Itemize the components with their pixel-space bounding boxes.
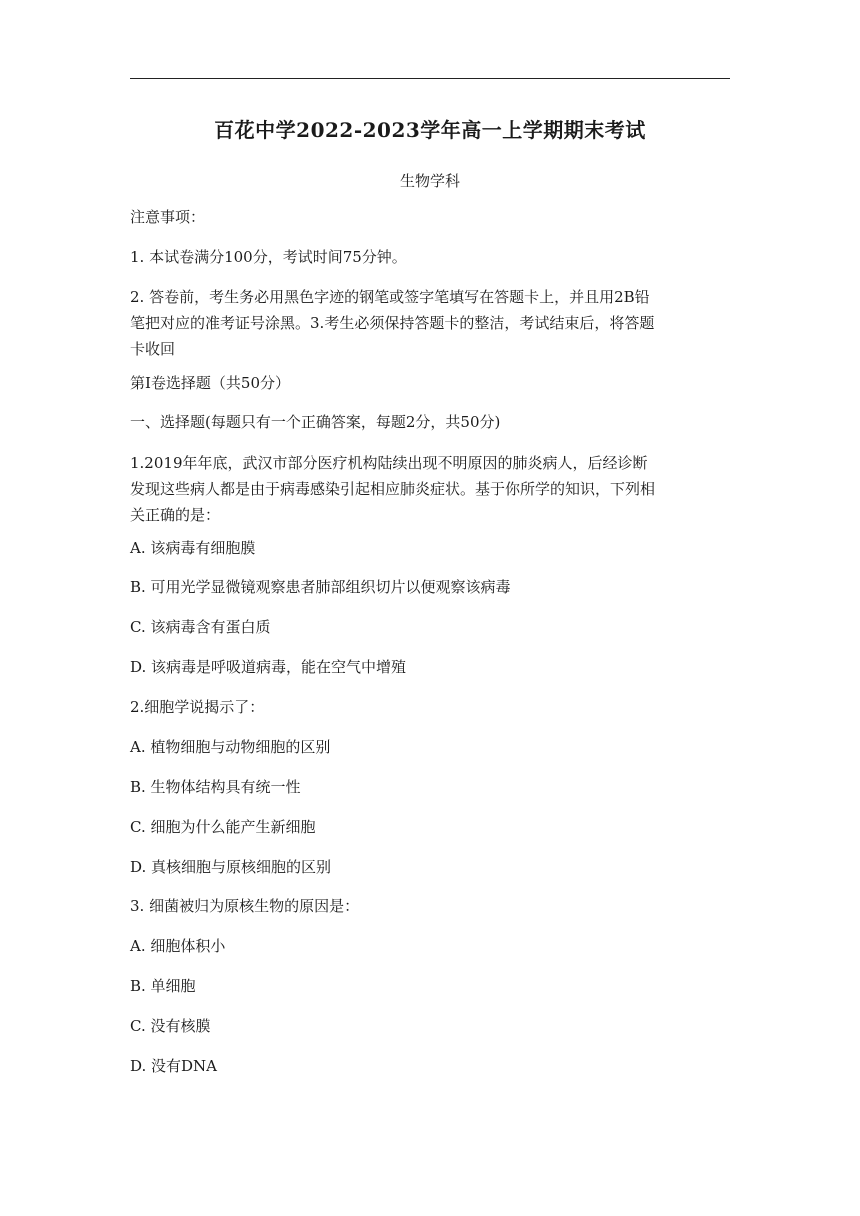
notice-item-2-line: 2. 答卷前，考生务必用黑色字迹的钢笔或签字笔填写在答题卡上，并且用2B铅	[130, 288, 650, 306]
question-3-stem: 3. 细菌被归为原核生物的原因是：	[130, 897, 360, 915]
notice-item-2-line: 笔把对应的准考证号涂黑。3.考生必须保持答题卡的整洁，考试结束后，将答题	[130, 314, 655, 332]
question-3-option-d: D. 没有DNA	[130, 1057, 218, 1075]
question-stem-line: 1.2019年年底，武汉市部分医疗机构陆续出现不明原因的肺炎病人，后经诊断	[130, 454, 648, 472]
exam-subject: 生物学科	[399, 172, 460, 190]
question-stem-line: 发现这些病人都是由于病毒感染引起相应肺炎症状。基于你所学的知识，下列相	[130, 480, 656, 498]
exam-title: 百花中学2022-2023学年高一上学期期末考试	[214, 118, 646, 142]
question-2-option-c: C. 细胞为什么能产生新细胞	[130, 818, 316, 836]
question-3-option-a: A. 细胞体积小	[130, 937, 226, 955]
header-rule	[130, 78, 730, 79]
notice-item-2	[130, 284, 730, 362]
question-2-option-a: A. 植物细胞与动物细胞的区别	[130, 738, 331, 756]
question-3-option-c: C. 没有核膜	[130, 1017, 211, 1035]
section-part: 第I卷选择题（共50分）	[130, 374, 291, 392]
question-3-option-b: B. 单细胞	[130, 977, 196, 995]
question-1-stem	[130, 450, 730, 528]
question-1-option-c: C. 该病毒含有蛋白质	[130, 618, 271, 636]
question-2-option-d: D. 真核细胞与原核细胞的区别	[130, 858, 332, 876]
question-1-option-d: D. 该病毒是呼吸道病毒，能在空气中增殖	[130, 658, 407, 676]
notice-heading: 注意事项：	[130, 208, 206, 226]
question-1-option-b: B. 可用光学显微镜观察患者肺部组织切片以便观察该病毒	[130, 578, 511, 596]
notice-item-2-line: 卡收回	[130, 340, 176, 358]
notice-item-1: 1. 本试卷满分100分，考试时间75分钟。	[130, 248, 407, 266]
question-2-option-b: B. 生物体结构具有统一性	[130, 778, 301, 796]
question-1-option-a: A. 该病毒有细胞膜	[130, 539, 256, 557]
section-instruction: 一、选择题(每题只有一个正确答案，每题2分，共50分)	[130, 413, 501, 431]
question-2-stem: 2.细胞学说揭示了：	[130, 698, 265, 716]
question-stem-line: 关正确的是：	[130, 506, 221, 524]
